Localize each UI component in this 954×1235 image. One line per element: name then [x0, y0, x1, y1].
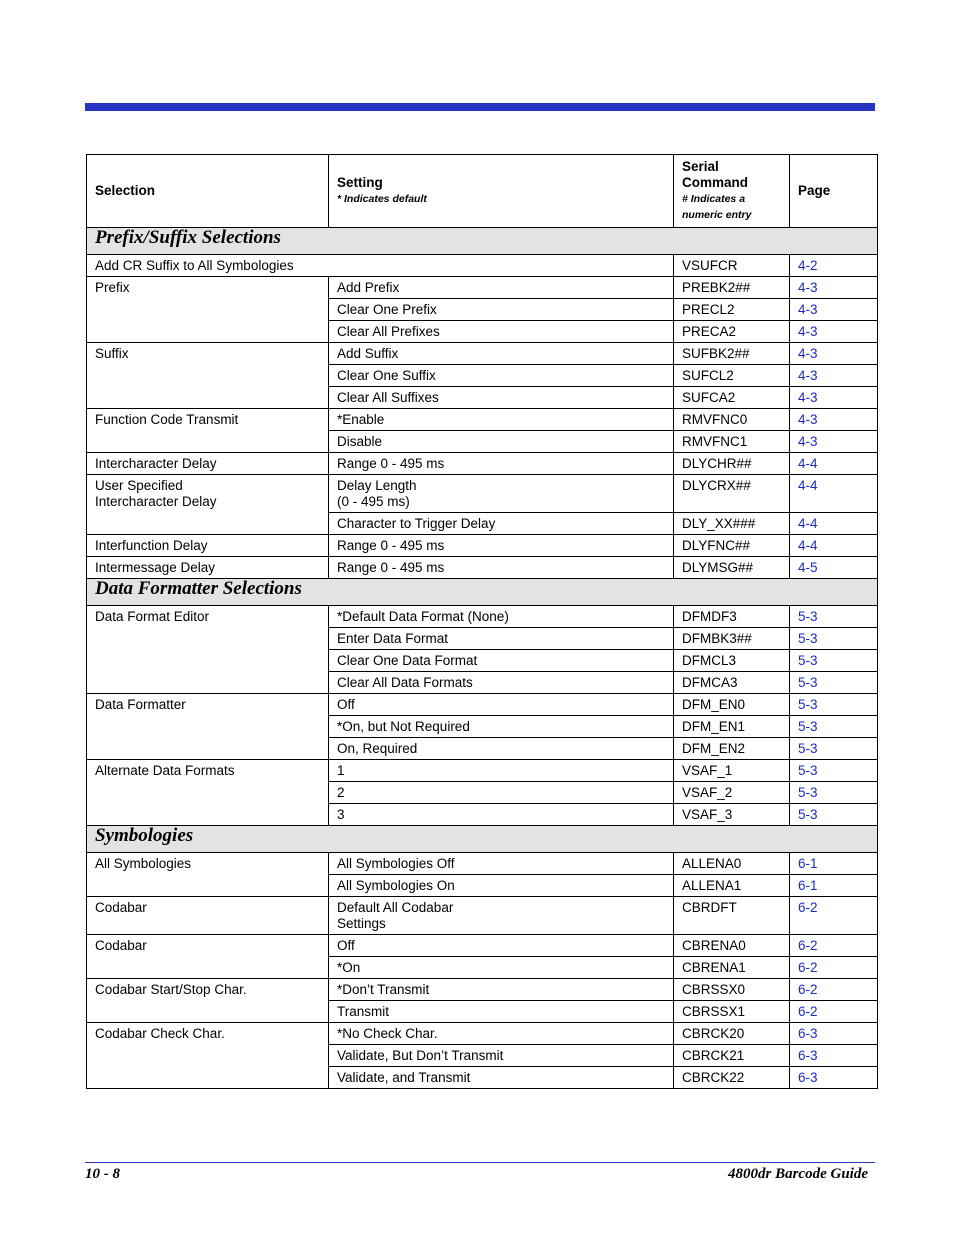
selection-cell: Add CR Suffix to All Symbologies: [87, 255, 674, 277]
selection-cell: Codabar: [87, 935, 329, 979]
serial-command-cell: ALLENA0: [674, 853, 790, 875]
setting-cell: Transmit: [329, 1001, 674, 1023]
table-row: [87, 935, 878, 957]
page-link[interactable]: 4-2: [790, 255, 878, 277]
serial-command-cell: PRECL2: [674, 299, 790, 321]
table-row: [87, 694, 878, 716]
setting-cell: Clear All Prefixes: [329, 321, 674, 343]
page-link[interactable]: 4-4: [790, 453, 878, 475]
page-link[interactable]: 4-3: [790, 387, 878, 409]
table-row: [87, 453, 878, 475]
setting-cell: *Don’t Transmit: [329, 979, 674, 1001]
serial-command-cell: CBRCK20: [674, 1023, 790, 1045]
serial-command-cell: DFM_EN1: [674, 716, 790, 738]
setting-cell: Clear All Data Formats: [329, 672, 674, 694]
serial-command-cell: CBRENA0: [674, 935, 790, 957]
section-title: Data Formatter Selections: [87, 579, 878, 606]
page-link[interactable]: 4-4: [790, 535, 878, 557]
serial-command-cell: VSUFCR: [674, 255, 790, 277]
serial-command-cell: DLY_XX###: [674, 513, 790, 535]
section-row: [87, 579, 878, 606]
page-link[interactable]: 5-3: [790, 672, 878, 694]
setting-cell: 3: [329, 804, 674, 826]
serial-command-cell: CBRSSX1: [674, 1001, 790, 1023]
selection-cell: Intermessage Delay: [87, 557, 329, 579]
page-link[interactable]: 5-3: [790, 694, 878, 716]
settings-table: [86, 154, 878, 1089]
selection-cell: User Specified Intercharacter Delay: [87, 475, 329, 535]
footer-page-number: 10 - 8: [85, 1166, 120, 1182]
setting-cell: Disable: [329, 431, 674, 453]
serial-command-cell: RMVFNC1: [674, 431, 790, 453]
setting-cell: Default All Codabar Settings: [329, 897, 674, 935]
table-row: [87, 760, 878, 782]
table-row: [87, 277, 878, 299]
page-link[interactable]: 4-3: [790, 299, 878, 321]
page-link[interactable]: 4-3: [790, 343, 878, 365]
serial-command-cell: CBRSSX0: [674, 979, 790, 1001]
page-link[interactable]: 4-4: [790, 475, 878, 513]
selection-cell: Intercharacter Delay: [87, 453, 329, 475]
table-row: [87, 853, 878, 875]
setting-cell: All Symbologies On: [329, 875, 674, 897]
page-link[interactable]: 5-3: [790, 716, 878, 738]
page-link[interactable]: 5-3: [790, 782, 878, 804]
serial-command-cell: CBRDFT: [674, 897, 790, 935]
table-row: [87, 409, 878, 431]
serial-command-cell: DLYCRX##: [674, 475, 790, 513]
section-title: Prefix/Suffix Selections: [87, 228, 878, 255]
setting-cell: *On, but Not Required: [329, 716, 674, 738]
serial-command-cell: DFMDF3: [674, 606, 790, 628]
selection-cell: Codabar Check Char.: [87, 1023, 329, 1089]
page-link[interactable]: 5-3: [790, 804, 878, 826]
serial-command-cell: SUFCL2: [674, 365, 790, 387]
serial-command-cell: VSAF_1: [674, 760, 790, 782]
selection-cell: Interfunction Delay: [87, 535, 329, 557]
serial-command-cell: CBRENA1: [674, 957, 790, 979]
serial-command-cell: DLYCHR##: [674, 453, 790, 475]
serial-command-cell: PRECA2: [674, 321, 790, 343]
serial-command-cell: DFM_EN2: [674, 738, 790, 760]
section-row: [87, 228, 878, 255]
table-row: [87, 535, 878, 557]
selection-cell: Alternate Data Formats: [87, 760, 329, 826]
header-serial-command: Serial Command # Indicates a numeric entry: [674, 155, 790, 228]
header-rule: [85, 103, 875, 111]
serial-command-cell: VSAF_2: [674, 782, 790, 804]
page-link[interactable]: 6-3: [790, 1067, 878, 1089]
setting-cell: Delay Length (0 - 495 ms): [329, 475, 674, 513]
page-link[interactable]: 4-3: [790, 431, 878, 453]
table-row: [87, 979, 878, 1001]
selection-cell: Function Code Transmit: [87, 409, 329, 453]
serial-command-cell: SUFBK2##: [674, 343, 790, 365]
header-selection: Selection: [87, 155, 329, 228]
page-link[interactable]: 6-2: [790, 957, 878, 979]
selection-cell: Codabar: [87, 897, 329, 935]
setting-cell: 2: [329, 782, 674, 804]
page-link[interactable]: 6-3: [790, 1045, 878, 1067]
page-link[interactable]: 5-3: [790, 606, 878, 628]
selection-cell: All Symbologies: [87, 853, 329, 897]
serial-command-cell: SUFCA2: [674, 387, 790, 409]
page-link[interactable]: 6-3: [790, 1023, 878, 1045]
table-row: [87, 475, 878, 513]
serial-command-cell: RMVFNC0: [674, 409, 790, 431]
setting-cell: 1: [329, 760, 674, 782]
serial-command-cell: PREBK2##: [674, 277, 790, 299]
serial-command-cell: DFMBK3##: [674, 628, 790, 650]
setting-cell: *No Check Char.: [329, 1023, 674, 1045]
page-link[interactable]: 4-5: [790, 557, 878, 579]
serial-command-cell: DLYFNC##: [674, 535, 790, 557]
page-link[interactable]: 6-1: [790, 853, 878, 875]
page-link[interactable]: 6-2: [790, 935, 878, 957]
selection-cell: Suffix: [87, 343, 329, 409]
header-page: Page: [790, 155, 878, 228]
page-link[interactable]: 5-3: [790, 760, 878, 782]
table-row: [87, 1023, 878, 1045]
page-link[interactable]: 5-3: [790, 650, 878, 672]
setting-cell: Clear One Suffix: [329, 365, 674, 387]
page-link[interactable]: 4-3: [790, 409, 878, 431]
setting-cell: Add Prefix: [329, 277, 674, 299]
table-header-row: [87, 155, 878, 228]
serial-command-cell: CBRCK21: [674, 1045, 790, 1067]
setting-cell: Range 0 - 495 ms: [329, 535, 674, 557]
setting-cell: Clear All Suffixes: [329, 387, 674, 409]
page-link[interactable]: 4-4: [790, 513, 878, 535]
setting-cell: *Enable: [329, 409, 674, 431]
setting-cell: Validate, and Transmit: [329, 1067, 674, 1089]
table-row: [87, 255, 878, 277]
page-link[interactable]: 5-3: [790, 628, 878, 650]
setting-cell: Character to Trigger Delay: [329, 513, 674, 535]
serial-command-cell: ALLENA1: [674, 875, 790, 897]
setting-cell: *Default Data Format (None): [329, 606, 674, 628]
table-row: [87, 557, 878, 579]
setting-cell: Clear One Prefix: [329, 299, 674, 321]
serial-command-cell: DLYMSG##: [674, 557, 790, 579]
header-setting: Setting * Indicates default: [329, 155, 674, 228]
serial-command-cell: DFMCA3: [674, 672, 790, 694]
page-link[interactable]: 6-2: [790, 897, 878, 935]
selection-cell: Codabar Start/Stop Char.: [87, 979, 329, 1023]
setting-cell: Add Suffix: [329, 343, 674, 365]
serial-command-cell: VSAF_3: [674, 804, 790, 826]
serial-command-cell: CBRCK22: [674, 1067, 790, 1089]
setting-cell: Range 0 - 495 ms: [329, 453, 674, 475]
setting-cell: All Symbologies Off: [329, 853, 674, 875]
serial-command-cell: DFMCL3: [674, 650, 790, 672]
page-link[interactable]: 4-3: [790, 321, 878, 343]
page-link[interactable]: 4-3: [790, 277, 878, 299]
selection-cell: Data Formatter: [87, 694, 329, 760]
footer-rule: [85, 1162, 875, 1163]
setting-cell: Off: [329, 694, 674, 716]
setting-cell: On, Required: [329, 738, 674, 760]
default-note: * Indicates default: [337, 193, 427, 205]
setting-cell: Range 0 - 495 ms: [329, 557, 674, 579]
serial-command-cell: DFM_EN0: [674, 694, 790, 716]
setting-cell: Validate, But Don’t Transmit: [329, 1045, 674, 1067]
page-link[interactable]: 6-2: [790, 1001, 878, 1023]
page-link[interactable]: 4-3: [790, 365, 878, 387]
setting-cell: Clear One Data Format: [329, 650, 674, 672]
setting-cell: Enter Data Format: [329, 628, 674, 650]
selection-cell: Data Format Editor: [87, 606, 329, 694]
table-row: [87, 897, 878, 935]
page-link[interactable]: 6-2: [790, 979, 878, 1001]
section-row: [87, 826, 878, 853]
setting-cell: Off: [329, 935, 674, 957]
selection-cell: Prefix: [87, 277, 329, 343]
section-title: Symbologies: [87, 826, 878, 853]
page-link[interactable]: 5-3: [790, 738, 878, 760]
page-link[interactable]: 6-1: [790, 875, 878, 897]
footer-guide-title: 4800dr Barcode Guide: [728, 1166, 868, 1182]
table-row: [87, 606, 878, 628]
setting-cell: *On: [329, 957, 674, 979]
table-row: [87, 343, 878, 365]
